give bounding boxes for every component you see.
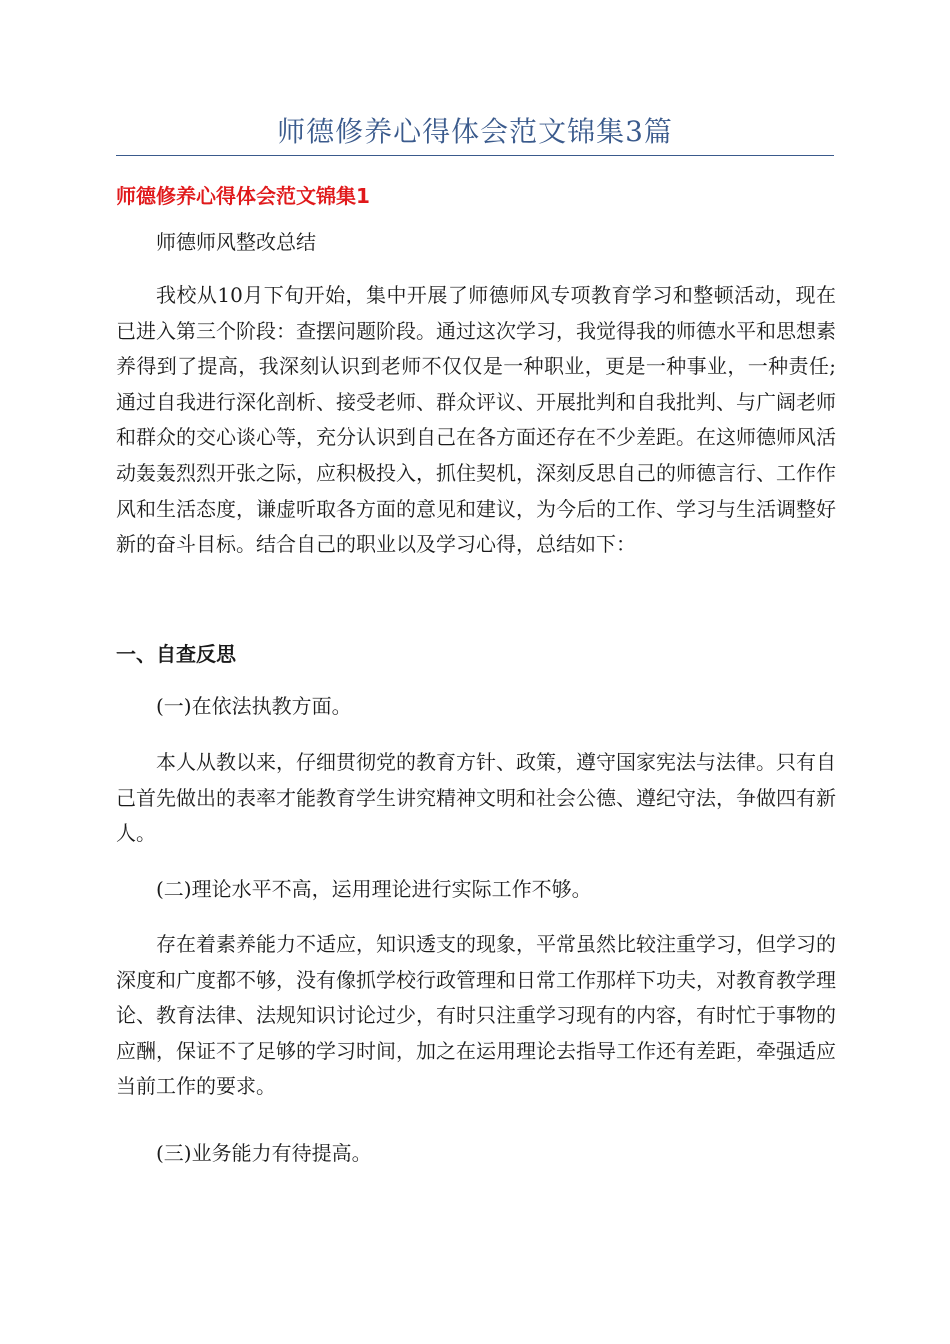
- item-1-title: (一)在依法执教方面。: [156, 694, 352, 718]
- title-underline: [116, 155, 834, 156]
- item-2-body: 存在着素养能力不适应，知识透支的现象，平常虽然比较注重学习，但学习的深度和广度都不够，没有像抓学校行政管理和日常工作那样下功夫，对教育教学理论、教育法律、法规知识讨论过少，有时只注重学习现有的内容，有时忙于事物的应酬，保证不了足够的学习时间，加之在运用理论去指导工作还有差距，牵强适应当前工作的要求。: [116, 932, 836, 1099]
- document-title: 师德修养心得体会范文锦集3篇: [277, 115, 673, 148]
- item-2-title: (二)理论水平不高，运用理论进行实际工作不够。: [156, 877, 592, 901]
- subtitle-paragraph: 师德师风整改总结: [156, 230, 316, 254]
- intro-paragraph: 我校从10月下旬开始，集中开展了师德师风专项教育学习和整顿活动，现在已进入第三个阶段：查摆问题阶段。通过这次学习，我觉得我的师德水平和思想素养得到了提高，我深刻认识到老师不仅仅是一种职业，更是一种事业，一种责任;通过自我进行深化剖析、接受老师、群众评议、开展批判和自我批判、与广阔老师和群众的交心谈心等，充分认识到自己在各方面还存在不少差距。在这师德师风活动轰轰烈烈开张之际，应积极投入，抓住契机，深刻反思自己的师德言行、工作作风和生活态度，谦虚听取各方面的意见和建议，为今后的工作、学习与生活调整好新的奋斗目标。结合自己的职业以及学习心得，总结如下：: [116, 283, 836, 557]
- heading-self-reflection: 一、自查反思: [116, 642, 236, 666]
- item-1-body: 本人从教以来，仔细贯彻党的教育方针、政策，遵守国家宪法与法律。只有自己首先做出的表率才能教育学生讲究精神文明和社会公德、遵纪守法，争做四有新人。: [116, 750, 836, 846]
- item-3-title: (三)业务能力有待提高。: [156, 1141, 372, 1165]
- section-heading: 师德修养心得体会范文锦集1: [116, 184, 370, 208]
